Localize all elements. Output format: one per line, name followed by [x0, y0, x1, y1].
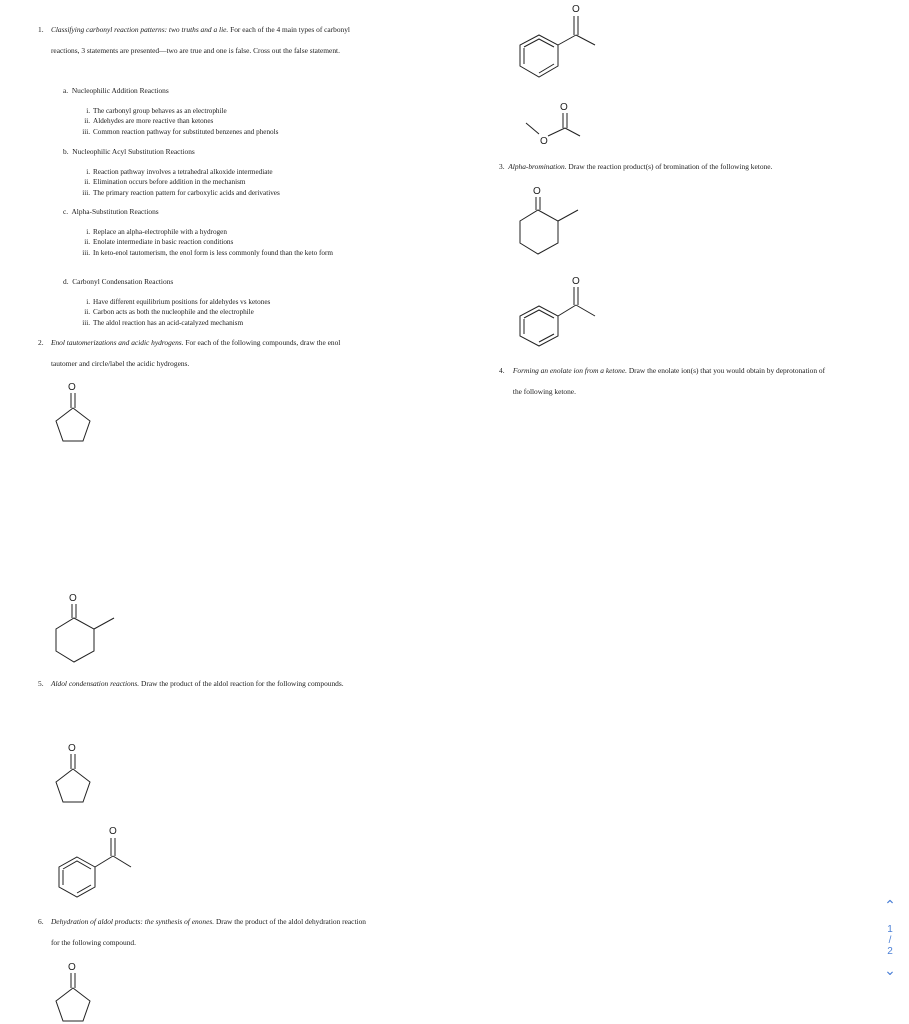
q3-number: 3.	[499, 162, 505, 171]
q2-number: 2.	[38, 338, 44, 347]
q1d-heading: d. Carbonyl Condensation Reactions	[63, 277, 174, 286]
q3-text	[499, 162, 772, 172]
q2-text	[38, 333, 368, 374]
q5-cyclopentanone-structure	[50, 739, 100, 809]
q1-title: Classifying carbonyl reaction patterns: two truths and a lie.	[50, 25, 229, 34]
total-page-count: 2	[887, 946, 893, 957]
q2-cyclopentanone-structure	[50, 378, 100, 448]
q5-text	[38, 674, 368, 695]
q1-number: 1.	[38, 25, 44, 34]
q5-acetophenone-structure	[52, 822, 142, 900]
q1d-item-i[interactable]: i. Have different equilibrium positions for aldehydes vs ketones	[86, 298, 271, 306]
chevron-down-icon[interactable]: ⌄	[884, 962, 896, 978]
q2d-oxygen-label-top: O	[560, 102, 568, 113]
q1-text	[38, 20, 368, 61]
q6-cyclopentanone-structure	[50, 958, 100, 1024]
q1a-heading: a. Nucleophilic Addition Reactions	[63, 86, 169, 95]
q4-title: Forming an enolate ion from a ketone.	[512, 366, 627, 375]
q2-oxygen-label: O	[68, 382, 76, 393]
q5b-oxygen-label: O	[109, 826, 117, 837]
q5-number: 5.	[38, 679, 44, 688]
q3-methylcyclohexanone-structure	[516, 182, 586, 262]
q3-acetophenone-structure	[515, 272, 610, 342]
q4-body: Draw the enolate ion(s) that you would obtain by deprotonation of the following ketone.	[512, 366, 826, 396]
q3b-oxygen-label: O	[572, 276, 580, 287]
q6-title: Dehydration of aldol products: the synthesis of enones.	[50, 917, 215, 926]
q1d-items	[80, 297, 355, 328]
q4-text	[499, 361, 829, 402]
q2-acetophenone-structure	[515, 0, 610, 78]
q1c-item-iii[interactable]: iii. In keto-enol tautomerism, the enol form is less commonly found than the keto form	[82, 248, 333, 257]
page-navigator	[880, 898, 900, 977]
q3-oxygen-label: O	[533, 186, 541, 197]
q2b-oxygen-label: O	[69, 593, 77, 604]
q2-ester-structure	[518, 98, 588, 148]
q4-number: 4.	[499, 366, 505, 375]
chevron-up-icon[interactable]: ⌃	[884, 897, 896, 913]
q1c-heading: c. Alpha-Substitution Reactions	[63, 207, 159, 216]
q6-body: Draw the product of the aldol dehydration reaction for the following compound.	[50, 917, 366, 947]
q1a-item-ii[interactable]: ii. Aldehydes are more reactive than ketones	[84, 117, 214, 126]
q2-body: For each of the following compounds, draw the enol tautomer and circle/label the acidic hydrogens.	[50, 338, 341, 368]
q1a-items	[80, 106, 355, 137]
page-separator: /	[888, 935, 892, 946]
q1b-item-ii[interactable]: ii. Elimination occurs before addition in the mechanism	[84, 178, 246, 187]
current-page-number: 1	[887, 924, 893, 935]
q1b-item-i[interactable]: i. Reaction pathway involves a tetrahedral alkoxide intermediate	[86, 168, 273, 176]
q1c-items	[80, 227, 355, 258]
q2d-oxygen-label-ester: O	[540, 136, 548, 147]
q6-oxygen-label: O	[68, 962, 76, 973]
q3-title: Alpha-bromination.	[508, 162, 567, 171]
q1b-heading: b. Nucleophilic Acyl Substitution Reactions	[63, 147, 195, 156]
q5-title: Aldol condensation reactions.	[50, 679, 140, 688]
q1c-item-i[interactable]: i. Replace an alpha-electrophile with a hydrogen	[86, 228, 227, 236]
q2c-oxygen-label: O	[572, 4, 580, 15]
q5-oxygen-label: O	[68, 743, 76, 754]
q6-text	[38, 912, 368, 953]
q1a-item-i[interactable]: i. The carbonyl group behaves as an electrophile	[86, 107, 227, 115]
q1b-item-iii[interactable]: iii. The primary reaction pattern for carboxylic acids and derivatives	[82, 188, 280, 197]
q1d-item-iii[interactable]: iii. The aldol reaction has an acid-catalyzed mechanism	[82, 318, 244, 327]
q2-methylcyclohexanone-structure	[52, 588, 122, 668]
q5-body: Draw the product of the aldol reaction for the following compounds.	[141, 679, 344, 688]
q6-number: 6.	[38, 917, 44, 926]
q2-title: Enol tautomerizations and acidic hydrogens.	[50, 338, 184, 347]
q3-body: Draw the reaction product(s) of bromination of the following ketone.	[568, 162, 773, 171]
q1c-item-ii[interactable]: ii. Enolate intermediate in basic reaction conditions	[84, 238, 234, 247]
q1-body: For each of the 4 main types of carbonyl reactions, 3 statements are presented—two are true and one is false. Cross out the false statement.	[50, 25, 350, 55]
q1a-item-iii[interactable]: iii. Common reaction pathway for substituted benzenes and phenols	[82, 127, 279, 136]
q1b-items	[80, 167, 355, 198]
q1d-item-ii[interactable]: ii. Carbon acts as both the nucleophile and the electrophile	[84, 308, 254, 317]
